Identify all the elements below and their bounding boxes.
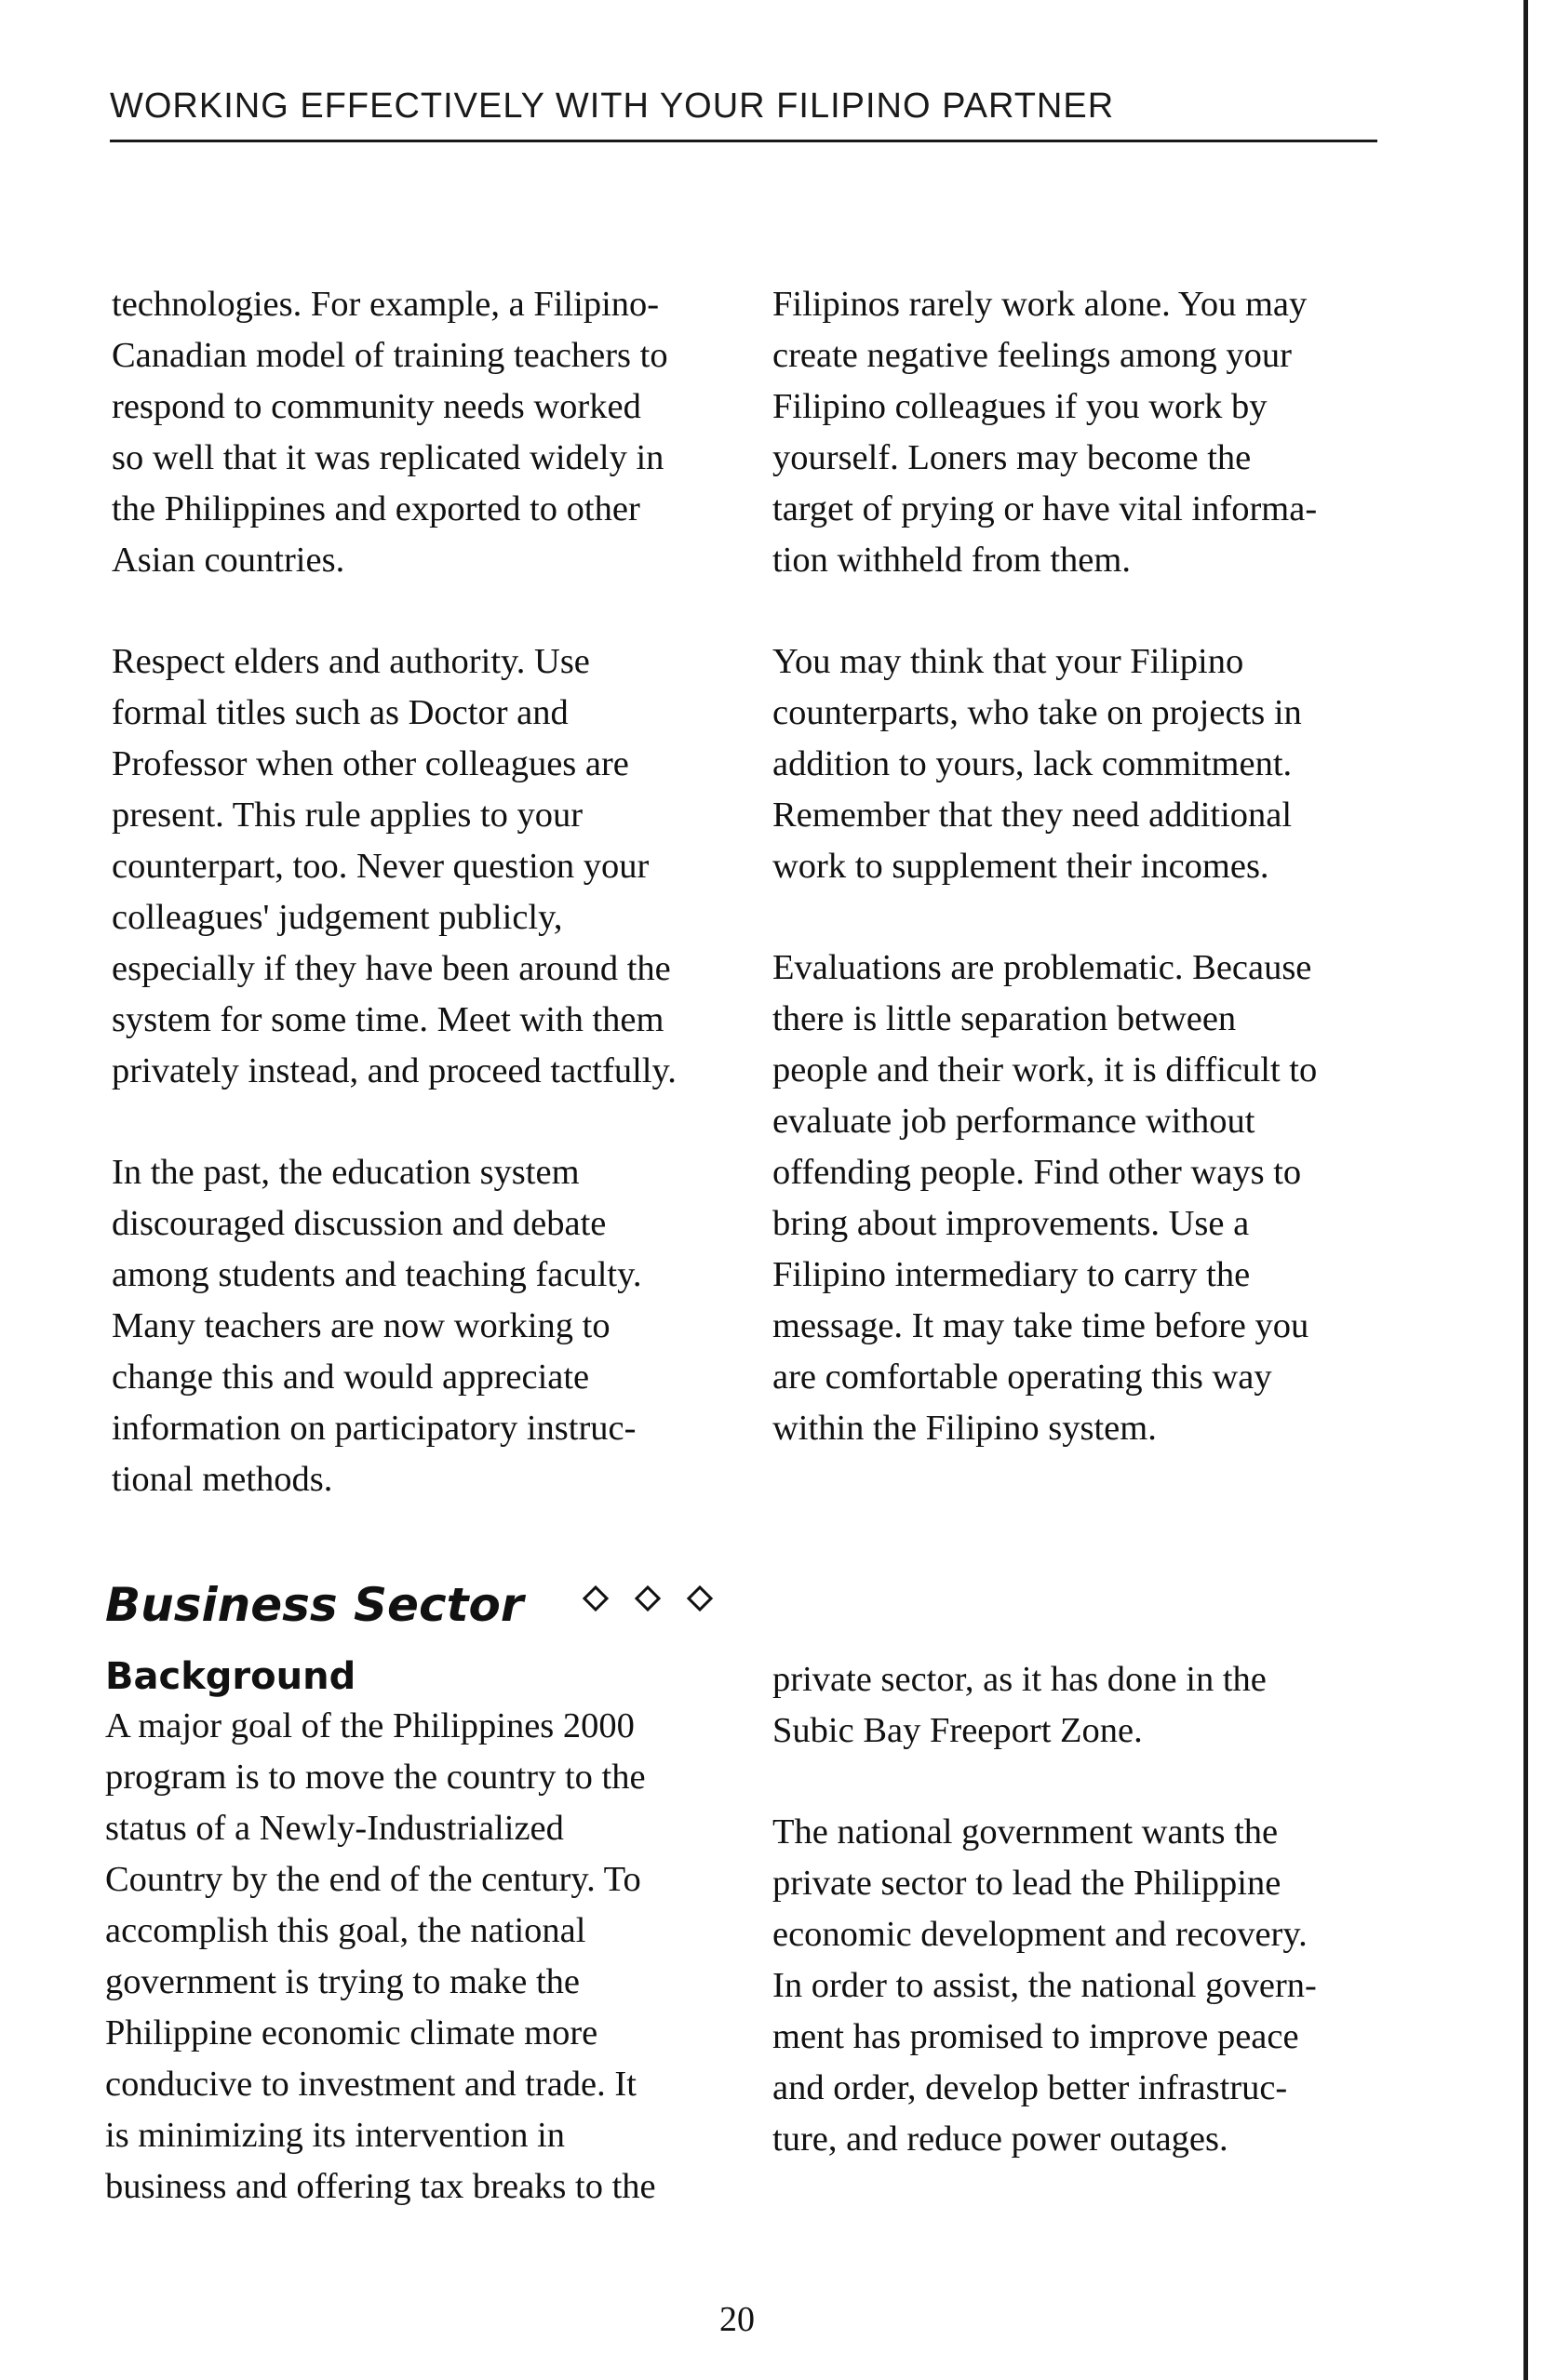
diamond-ornaments xyxy=(586,1589,709,1608)
page-edge-line xyxy=(1523,0,1528,2380)
diamond-icon xyxy=(635,1585,661,1611)
paragraph: private sector, as it has done in the Subic Bay Freeport Zone. xyxy=(772,1660,1267,1750)
section-heading: Business Sector xyxy=(105,1578,524,1632)
paragraph: technologies. For example, a Filipino- Canadian model of training teachers to respond to community needs worked so well that it was replicated widely in the Philippines and exported to other Asian countries. xyxy=(112,285,668,580)
running-header: WORKING EFFECTIVELY WITH YOUR FILIPINO PARTNER xyxy=(110,87,1115,126)
paragraph: In the past, the education system discouraged discussion and debate among students and teaching faculty. Many teachers are now working to change this and would appreciate information on participatory instruc- tional methods. xyxy=(112,1153,642,1499)
header-rule xyxy=(110,140,1377,142)
paragraph: A major goal of the Philippines 2000 program is to move the country to the status of a Newly-Industrialized Country by the end of the century. To accomplish this goal, the national government is trying to make the Philippine economic climate more conducive to investment and trade. It is minimizing its intervention in business and offering tax breaks to the xyxy=(105,1706,656,2206)
paragraph: Respect elders and authority. Use formal titles such as Doctor and Professor when other colleagues are present. This rule applies to your counterpart, too. Never question your colleagues' judgement publicly, especially if they have been around the system for some time. Meet with them privately instead, and proceed tactfully. xyxy=(112,642,677,1090)
diamond-icon xyxy=(687,1585,713,1611)
left-column-bottom xyxy=(105,1701,738,2263)
paragraph: The national government wants the private sector to lead the Philippine economic development and recovery. In order to assist, the national govern- ment has promised to improve peace and order, develop better infrastruc- ture, and reduce power outages. xyxy=(772,1812,1317,2159)
right-column-top xyxy=(772,279,1405,1504)
right-column-bottom xyxy=(772,1654,1405,2215)
diamond-icon xyxy=(583,1585,609,1611)
paragraph: Evaluations are problematic. Because there is little separation between people and their work, it is difficult to evaluate job performance without offending people. Find other ways to bring about improvements. Use a Filipino intermediary to carry the message. It may take time before you are comfortable operating this way within the Filipino system. xyxy=(772,948,1318,1448)
paragraph: Filipinos rarely work alone. You may create negative feelings among your Filipino colleagues if you work by yourself. Loners may become the target of prying or have vital informa- tion withheld from them. xyxy=(772,285,1318,580)
sub-heading: Background xyxy=(105,1655,356,1698)
page-number: 20 xyxy=(719,2300,755,2339)
left-column-top xyxy=(112,279,745,1556)
paragraph: You may think that your Filipino counterparts, who take on projects in addition to yours, lack commitment. Remember that they need additional work to supplement their incomes. xyxy=(772,642,1302,886)
